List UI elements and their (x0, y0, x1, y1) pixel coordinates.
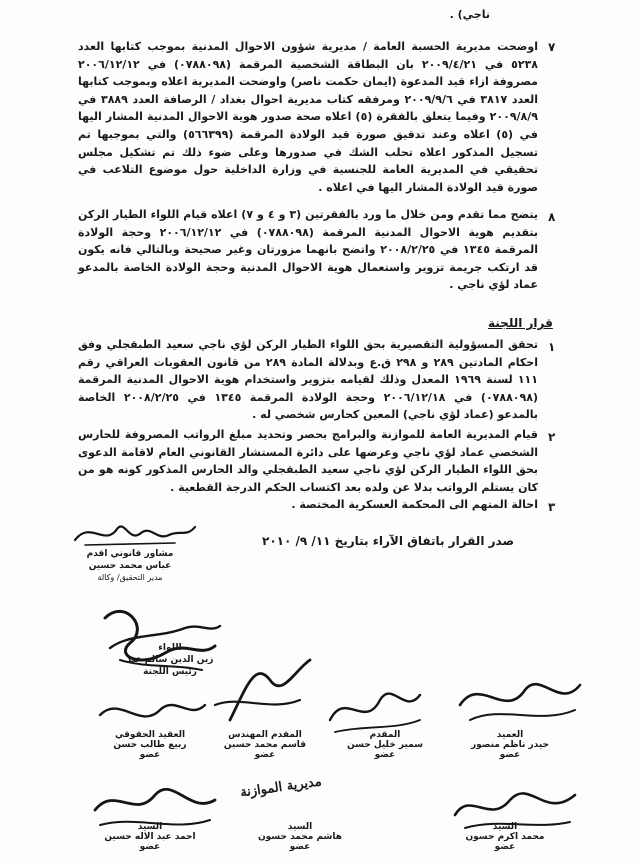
member-block (240, 822, 360, 852)
item-number: ٧ (548, 40, 556, 54)
member-name: سمير خليل حسن (346, 740, 424, 750)
signature-member (450, 665, 590, 735)
member-role: عضو (139, 750, 161, 760)
chair-role: رئيس اللجنة (143, 667, 197, 677)
item-paragraph: يتضح مما تقدم ومن خلال ما ورد بالفقرتين (٣ و ٤ و ٧) اعلاه قيام اللواء الطيار الركن بتقديم هوية الاحوال المدنية المرقمة (٠٧٨٨٠٩٨) في ٢٠٠٦/١٢/١٢ وحجة الولادة المرقمة ١٣٤٥ في ٢٠٠٨/٢/٢٥ واتضح بانهما مزورتان وغير صحيحة وبالتالي فانه يكون قد ارتكب جريمة تزوير واستعمال هوية الاحوال المدنية وحجة الولادة الخاصة بالمدعو عماد لؤي ناجي . (78, 208, 538, 292)
member-block (210, 730, 320, 760)
member-name: قاسم محمد حسين (223, 740, 307, 750)
chair-name: زين الدين سالم عبد (126, 655, 214, 665)
legal-advisor-name: عباس محمد حسين (88, 561, 172, 571)
legal-advisor-title: مشاور قانوني اقدم (86, 549, 174, 559)
chair-rank: اللواء (158, 643, 182, 653)
decision-paragraph: تحقق المسؤولية التقصيرية بحق اللواء الطيار الركن لؤي ناجي سعيد الطبقجلي وفق احكام المادتين ٢٨٩ و ٢٩٨ ق.ع وبدلالة المادة ٢٨٩ من قانون العقوبات العراقي رقم ١١١ لسنة ١٩٦٩ المعدل وذلك لقيامه بتزوير واستخدام هوية الاحوال المدنية المرقمة (٠٧٨٨٠٩٨) في ٢٠٠٦/١٢/١٨ وحجة الولادة المرقمة ١٣٤٥ في ٢٠٠٨/٢/٢٥ الخاصة بالمدعو (عماد لؤي ناجي) المعين كحارس شخصي له . (78, 338, 538, 422)
member-block (335, 730, 435, 760)
member-role: عضو (499, 750, 521, 760)
decision-number: ٣ (548, 500, 556, 514)
member-role: عضو (139, 842, 161, 852)
member-role: عضو (494, 842, 516, 852)
member-block (455, 730, 565, 760)
member-role: عضو (289, 842, 311, 852)
member-name: محمد اكرم حسون (465, 832, 545, 842)
legal-advisor-role: مدير التحقيق/ وكالة (97, 573, 163, 582)
member-block (90, 822, 210, 852)
member-rank: المقدم (369, 730, 401, 740)
item-number: ٨ (548, 210, 556, 224)
decision-paragraph: قيام المديرية العامة للموازنة والبرامج بحصر وتحديد مبلغ الرواتب المصروفة للحارس الشخصي عماد لؤي ناجي وعرضها على دائرة المستشار القانوني العام لاقامة الدعوى بحق اللواء الطيار الركن لؤي ناجي سعيد الطبقجلي والد الحارس المذكور كونه هو من كان يستلم الرواتب بدلا عن ولده بعد اكتساب الحكم الدرجة القطعية . (78, 428, 538, 494)
member-rank: السيد (137, 822, 163, 832)
legal-advisor-block (75, 548, 185, 584)
member-role: عضو (374, 750, 396, 760)
decision-heading: قرار اللجنة (488, 316, 553, 330)
member-rank: السيد (492, 822, 518, 832)
signature-member (200, 650, 320, 730)
member-rank: السيد (287, 822, 313, 832)
member-rank: المقدم المهندس (228, 730, 302, 740)
member-name: ربيع طالب حسن (113, 740, 187, 750)
member-role: عضو (254, 750, 276, 760)
member-rank: العميد (496, 730, 524, 740)
member-block (450, 822, 560, 852)
department-stamp: مديرية الموازنة (239, 774, 323, 801)
member-name: احمد عبد الاله حسين (104, 832, 196, 842)
decision-number: ١ (548, 340, 556, 354)
member-block (100, 730, 200, 760)
decision-number: ٢ (548, 430, 556, 444)
decision-paragraph: احالة المتهم الى المحكمة العسكرية المختصة . (291, 498, 538, 511)
item-paragraph: اوضحت مديرية الحسبة العامة / مديرية شؤون الاحوال المدنية بموجب كتابها العدد ٥٢٣٨ في ٢٠٠٩/٤/٢١ بان البطاقة الشخصية المرقمة (٠٧٨٨٠٩٨) في ٢٠٠٦/١٢/١٢ مصروفة ازاء قيد المدعوة (ايمان حكمت ناصر) واوضحت المديرية اعلاه وبموجب كتابها العدد ٣٨١٧ في ٢٠٠٩/٩/٦ ومرفقه كتاب مديرية احوال بغداد / الرصافة العدد ٣٨٨٩ في ٢٠٠٩/٨/٩ وفيما يتعلق بالفقرة (٥) اعلاه صحة صدور هوية الاحوال المدنية المشار اليها في (٥) اعلاه وعند تدقيق صورة قيد الولادة المرقمة (٥٦٦٣٩٩) والتي بموجبها تم تسجيل المذكور اعلاه تحلب الشك في صدورها وعلى ضوء ذلك تم تشكيل مجلس تحقيقي في المديرية العامة للجنسية في وزارة الداخلية حول موضوع التلاعب في صورة قيد الولادة المشار اليها في اعلاه . (78, 40, 538, 194)
member-rank: العقيد الحقوقي (114, 730, 186, 740)
issued-date-line: صدر القرار باتفاق الآراء بتاريخ ١١/ ٩/ ٢٠١٠ (262, 534, 515, 548)
member-name: حيدر ناظم منصور (470, 740, 550, 750)
page-top-text: ناجي) . (449, 8, 490, 21)
member-name: هاشم محمد حسون (257, 832, 343, 842)
